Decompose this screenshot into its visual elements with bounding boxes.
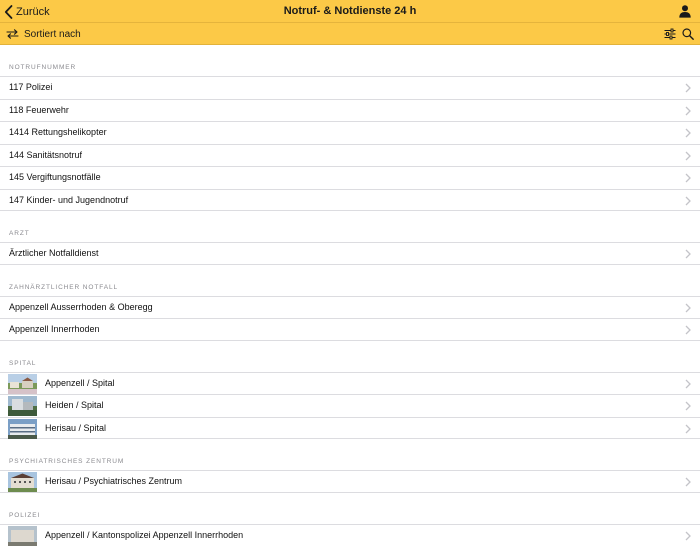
list-item[interactable]: 117 Polizei: [0, 76, 700, 99]
list-item[interactable]: 144 Sanitätsnotruf: [0, 144, 700, 167]
list-item[interactable]: 118 Feuerwehr: [0, 99, 700, 122]
list-item[interactable]: Herisau / Spital: [0, 417, 700, 440]
chevron-right-icon: [685, 106, 691, 116]
chevron-right-icon: [685, 401, 691, 411]
chevron-right-icon: [685, 151, 691, 161]
thumbnail-image: [8, 472, 37, 492]
list-item[interactable]: Appenzell / Kantonspolizei Appenzell Innerrhoden: [0, 524, 700, 546]
sort-button[interactable]: [6, 27, 81, 41]
chevron-right-icon: [685, 325, 691, 335]
sort-toolbar: [0, 23, 700, 45]
navigation-bar: [0, 0, 700, 23]
list-item[interactable]: Appenzell Innerrhoden: [0, 318, 700, 341]
list-item[interactable]: 145 Vergiftungsnotfälle: [0, 166, 700, 189]
sort-arrows-icon: [6, 29, 19, 39]
section-header-polizei: POLIZEI: [0, 493, 700, 524]
chevron-right-icon: [685, 196, 691, 206]
chevron-right-icon: [685, 303, 691, 313]
back-button-label: Zurück: [16, 6, 50, 18]
chevron-left-icon: [4, 5, 13, 19]
user-icon[interactable]: [678, 4, 692, 18]
chevron-right-icon: [685, 531, 691, 541]
page-title: Notruf- & Notdienste 24 h: [0, 5, 700, 17]
back-button[interactable]: [4, 4, 50, 20]
list-item[interactable]: 147 Kinder- und Jugendnotruf: [0, 189, 700, 212]
list-item[interactable]: Appenzell Ausserrhoden & Oberegg: [0, 296, 700, 319]
section-header-notrufnummer: NOTRUFNUMMER: [0, 45, 700, 76]
sort-label: Sortiert nach: [24, 29, 81, 40]
chevron-right-icon: [685, 249, 691, 259]
sliders-icon[interactable]: [664, 28, 676, 40]
chevron-right-icon: [685, 424, 691, 434]
chevron-right-icon: [685, 477, 691, 487]
list-item[interactable]: Heiden / Spital: [0, 394, 700, 417]
chevron-right-icon: [685, 83, 691, 93]
list-item[interactable]: Herisau / Psychiatrisches Zentrum: [0, 470, 700, 493]
list-item[interactable]: Ärztlicher Notfalldienst: [0, 242, 700, 265]
chevron-right-icon: [685, 173, 691, 183]
section-header-spital: SPITAL: [0, 341, 700, 372]
list-item[interactable]: 1414 Rettungshelikopter: [0, 121, 700, 144]
emergency-services-list: [0, 45, 700, 525]
thumbnail-image: [8, 526, 37, 546]
search-icon[interactable]: [682, 28, 694, 40]
chevron-right-icon: [685, 379, 691, 389]
thumbnail-image: [8, 419, 37, 439]
chevron-right-icon: [685, 128, 691, 138]
section-header-zahnaerztlicher-notfall: ZAHNÄRZTLICHER NOTFALL: [0, 265, 700, 296]
list-item[interactable]: Appenzell / Spital: [0, 372, 700, 395]
thumbnail-image: [8, 396, 37, 416]
section-header-arzt: ARZT: [0, 211, 700, 242]
section-header-psychiatrisches-zentrum: PSYCHIATRISCHES ZENTRUM: [0, 439, 700, 470]
thumbnail-image: [8, 374, 37, 394]
